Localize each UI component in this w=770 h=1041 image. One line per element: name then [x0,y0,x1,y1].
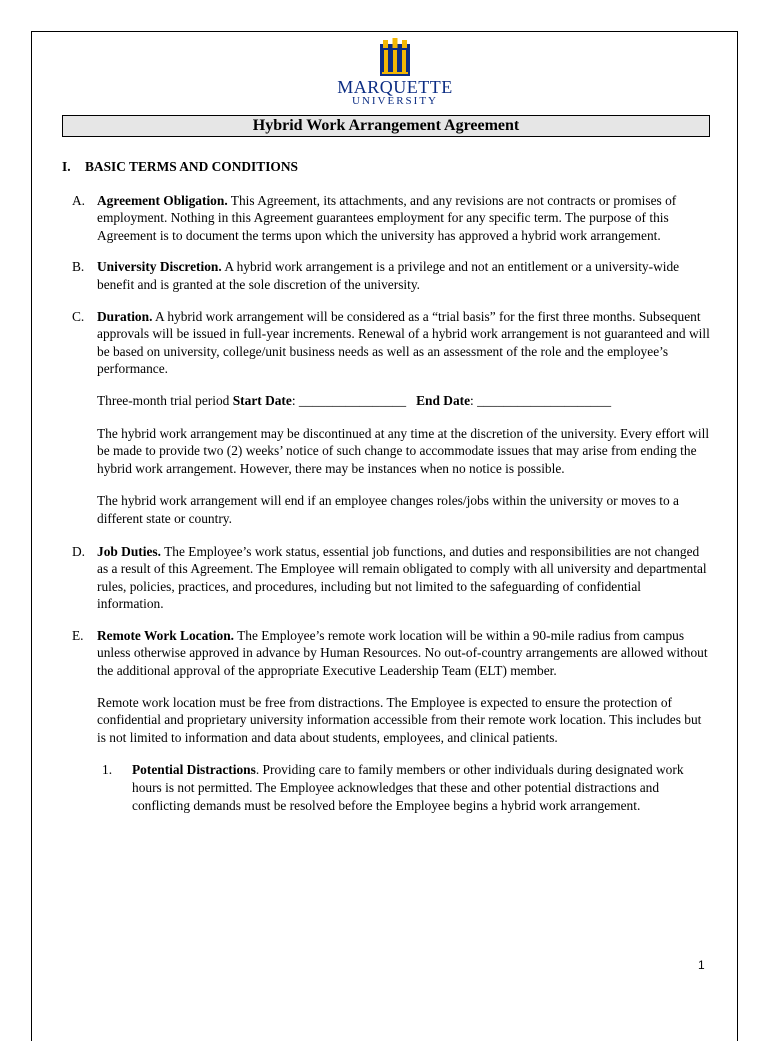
marquette-logo [325,38,465,110]
start-date-field[interactable]: : ________________ [291,392,407,408]
clause-text: The Employee’s work status, essential job functions, and duties and responsibilities are not changed as a result of this Agreement. The Employee will remain obligated to comply with all university and departmental rules, policies, practices, and procedures, including but not limited to the safeguarding of confidential information. [97,543,707,612]
trial-period-line [62,392,710,410]
start-date-label: Start Date [232,392,292,408]
clause-heading: Agreement Obligation. [97,192,228,208]
clause-heading: University Discretion. [97,259,222,275]
clause-marker: D. [72,543,86,559]
clause-text: This Agreement, its attachments, and any revisions are not contracts or promises of employment. Nothing in this Agreement guarantees employment for any specific term. The purpose of this Agreement is to document the terms upon which the university has approved a hybrid work arrangement. [97,192,677,243]
clause-heading: Duration. [97,308,153,324]
clause-text: A hybrid work arrangement is a privilege and not an entitlement or a university-wide benefit and is granted at the sole discretion of the university. [97,259,680,292]
clause-c [62,308,710,378]
marquette-crest-icon [378,38,412,76]
clause-d [62,543,710,613]
page-number: 1 [698,958,705,972]
clause-c-paragraph-2: The hybrid work arrangement may be discontinued at any time at the discretion of the university. Every effort will be made to provide two (2) weeks’ notice of such change to accommodate issues that may arise from ending the hybrid work arrangement. However, there may be instances when no notice is possible. [97,425,710,476]
clause-marker: E. [72,627,84,643]
document-body [62,158,710,828]
subclause-text: . Providing care to family members or other individuals during designated work hours is not permitted. The Employee acknowledges that these and other potential distractions and conflicting demands must be resolved before the Employee begins a hybrid work arrangement. [132,762,684,813]
clause-e [62,627,710,680]
clause-marker: A. [72,192,86,208]
document-title: Hybrid Work Arrangement Agreement [62,115,710,137]
subclause-heading: Potential Distractions [132,762,256,778]
clause-marker: C. [72,308,85,324]
end-date-field[interactable]: : ____________________ [470,392,612,408]
subclause-marker: 1. [102,762,113,778]
clause-c-paragraph-3: The hybrid work arrangement will end if an employee changes roles/jobs within the university or moves to a different state or country. [97,493,679,526]
clause-marker: B. [72,259,85,275]
section-heading [62,158,710,176]
logo-sub: UNIVERSITY [352,95,438,107]
end-date-label: End Date [416,392,471,408]
clause-heading: Remote Work Location. [97,627,234,643]
logo-brand: MARQUETTE [337,77,453,97]
clause-text: The Employee’s remote work location will be within a 90-mile radius from campus unless otherwise approved in advance by Human Resources. No out-of-country arrangements are allowed without the additional approval of the appropriate Executive Leadership Team (ELT) member. [97,627,708,679]
trial-period-label: Three-month trial period [97,392,233,408]
clause-b [62,258,710,293]
section-title: BASIC TERMS AND CONDITIONS [85,159,298,174]
clause-a [62,192,710,245]
clause-text: A hybrid work arrangement will be considered as a “trial basis” for the first three months. Subsequent approvals will be issued in full-year increments. Renewal of a hybrid work arrangement is not guaranteed and will be based on university, college/unit business needs as well as an assessment of the role and the employee’s performance. [97,308,710,377]
clause-e-paragraph-2: Remote work location must be free from distractions. The Employee is expected to ensure the protection of confidential and proprietary university information accessible from their remote work location. This includes but is not limited to information and data about students, employees, and clinical patients. [97,694,702,745]
clause-heading: Job Duties. [97,543,161,559]
subclause-1 [62,761,710,814]
section-number: I. [62,159,71,174]
